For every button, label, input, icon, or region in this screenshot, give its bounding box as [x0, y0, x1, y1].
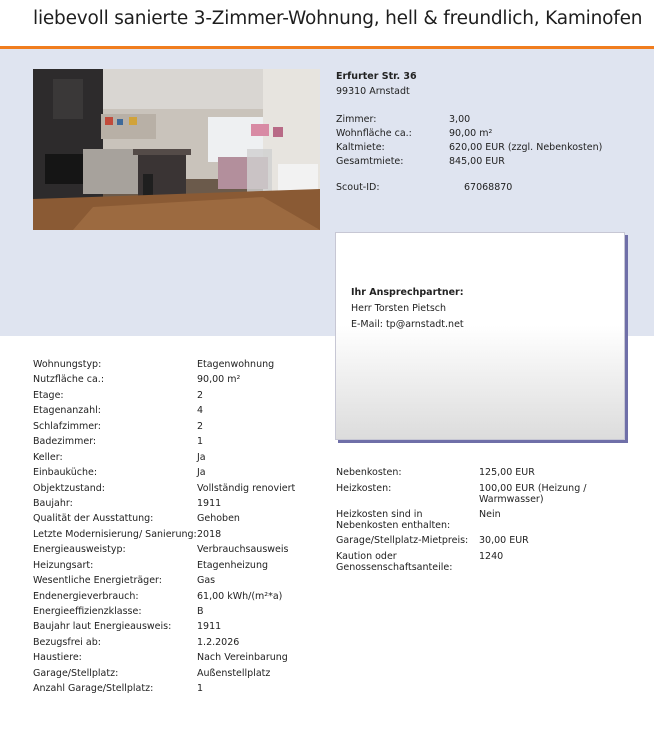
detail-value: Vollständig renoviert	[197, 482, 296, 494]
key-fact-value: 90,00 m²	[449, 128, 493, 139]
address-block	[336, 69, 417, 99]
page-title: liebevoll sanierte 3-Zimmer-Wohnung, hell & freundlich, Kaminofen	[33, 8, 643, 29]
key-fact-value: 620,00 EUR (zzgl. Nebenkosten)	[449, 142, 603, 153]
address-city: 99310 Arnstadt	[336, 86, 410, 97]
detail-label: Anzahl Garage/Stellplatz:	[33, 683, 154, 695]
cost-value: 100,00 EUR (Heizung / Warmwasser)	[479, 483, 587, 505]
cost-label: Heizkosten:	[336, 483, 392, 494]
detail-label: Einbauküche:	[33, 467, 98, 479]
detail-value: 1	[197, 436, 204, 448]
detail-value: 61,00 kWh/(m²*a)	[197, 590, 283, 602]
apartment-photo	[33, 69, 320, 230]
cost-value: 125,00 EUR	[479, 467, 535, 478]
contact-heading: Ihr Ansprechpartner:	[351, 287, 464, 298]
detail-label: Haustiere:	[33, 652, 82, 664]
detail-label: Baujahr laut Energieausweis:	[33, 621, 172, 633]
detail-label: Energieeffizienzklasse:	[33, 606, 142, 617]
detail-value: Gehoben	[197, 513, 240, 525]
detail-label: Badezimmer:	[33, 436, 97, 448]
detail-label: Endenergieverbrauch:	[33, 590, 139, 602]
contact-name: Herr Torsten Pietsch	[351, 303, 447, 314]
detail-label: Qualität der Ausstattung:	[33, 513, 154, 525]
key-fact-label: Zimmer:	[336, 114, 377, 125]
detail-value: 90,00 m²	[197, 374, 241, 386]
cost-label: Heizkosten sind in Nebenkosten enthalten:	[336, 509, 451, 531]
key-fact-label: Kaltmiete:	[336, 142, 385, 153]
key-fact-label: Wohnfläche ca.:	[336, 128, 412, 139]
detail-label: Bezugsfrei ab:	[33, 636, 101, 648]
detail-value: Ja	[197, 467, 206, 479]
address-street: Erfurter Str. 36	[336, 71, 417, 82]
detail-value: 2	[197, 420, 204, 432]
detail-value: 2018	[197, 528, 222, 540]
cost-label: Nebenkosten:	[336, 467, 402, 478]
contact-email[interactable]: E-Mail: tp@arnstadt.net	[351, 319, 464, 330]
detail-value: 1911	[197, 621, 222, 633]
detail-label: Schlafzimmer:	[33, 420, 101, 432]
detail-label: Etage:	[33, 389, 64, 401]
detail-value: 1911	[197, 497, 222, 509]
detail-label: Keller:	[33, 451, 63, 463]
detail-value: Außenstellplatz	[197, 667, 271, 679]
detail-label: Wohnungstyp:	[33, 359, 102, 370]
scout-id-label: Scout-ID:	[336, 182, 380, 193]
key-fact-label: Gesamtmiete:	[336, 156, 404, 167]
cost-label: Kaution oder Genossenschaftsanteile:	[336, 551, 453, 573]
detail-value: B	[197, 606, 204, 617]
cost-value: 1240	[479, 551, 504, 562]
detail-value: 1.2.2026	[197, 636, 240, 648]
detail-value: 2	[197, 389, 204, 401]
detail-label: Nutzfläche ca.:	[33, 374, 105, 386]
detail-label: Letzte Modernisierung/ Sanierung:	[33, 528, 197, 540]
detail-value: 4	[197, 405, 204, 417]
detail-label: Etagenanzahl:	[33, 405, 101, 417]
detail-value: Ja	[197, 451, 206, 463]
key-fact-value: 845,00 EUR	[449, 156, 505, 167]
detail-value: Nach Vereinbarung	[197, 652, 288, 664]
detail-label: Objektzustand:	[33, 482, 105, 494]
cost-value: Nein	[479, 509, 501, 520]
detail-value: Verbrauchsausweis	[197, 544, 289, 556]
contact-box	[335, 232, 625, 440]
cost-value: 30,00 EUR	[479, 535, 529, 546]
detail-value: Etagenwohnung	[197, 359, 275, 370]
detail-label: Baujahr:	[33, 497, 73, 509]
detail-label: Heizungsart:	[33, 559, 94, 571]
scout-id-value: 67068870	[464, 182, 513, 193]
detail-value: Gas	[197, 575, 216, 587]
detail-value: Etagenheizung	[197, 559, 269, 571]
detail-label: Garage/Stellplatz:	[33, 667, 119, 679]
key-fact-value: 3,00	[449, 114, 471, 125]
detail-value: 1	[197, 683, 204, 695]
detail-label: Wesentliche Energieträger:	[33, 575, 162, 587]
detail-label: Energieausweistyp:	[33, 544, 126, 556]
scout-id	[336, 182, 513, 193]
cost-label: Garage/Stellplatz-Mietpreis:	[336, 535, 469, 546]
